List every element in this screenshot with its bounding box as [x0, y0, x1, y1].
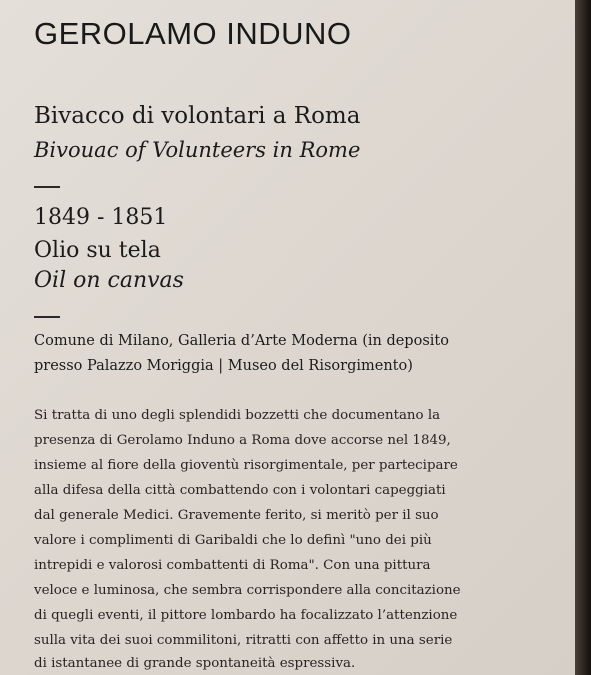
title-italian: Bivacco di volontari a Roma [34, 103, 361, 129]
description-line: sulla vita dei suoi commilitoni, ritratti con affetto in una serie [34, 633, 453, 648]
medium-english: Oil on canvas [34, 268, 184, 293]
description-line: valore i complimenti di Garibaldi che lo definì "uno dei più [34, 533, 432, 548]
description-line: dal generale Medici. Gravemente ferito, si meritò per il suo [34, 508, 439, 523]
medium-italian: Olio su tela [34, 238, 161, 263]
artist-name: GEROLAMO INDUNO [34, 16, 352, 51]
description-line: di quegli eventi, il pittore lombardo ha focalizzato l’attenzione [34, 608, 458, 623]
description-line: insieme al fiore della gioventù risorgimentale, per partecipare [34, 458, 458, 473]
ownership-line: Comune di Milano, Galleria d’Arte Moderna (in deposito [34, 333, 449, 349]
separator-dash [34, 316, 60, 318]
description-line: intrepidi e valorosi combattenti di Roma". Con una pittura [34, 558, 431, 573]
title-english: Bivouac of Volunteers in Rome [34, 138, 361, 162]
description-line: presenza di Gerolamo Induno a Roma dove accorse nel 1849, [34, 433, 451, 448]
description-line: di istantanee di grande spontaneità espressiva. [34, 656, 356, 671]
description-line: alla difesa della città combattendo con i volontari capeggiati [34, 483, 446, 498]
wall-edge [575, 0, 591, 675]
ownership-line: presso Palazzo Moriggia | Museo del Risorgimento) [34, 358, 413, 374]
description-line: Si tratta di uno degli splendidi bozzetti che documentano la [34, 408, 441, 423]
date: 1849 - 1851 [34, 205, 168, 230]
separator-dash [34, 186, 60, 188]
description-line: veloce e luminosa, che sembra corrispondere alla concitazione [34, 583, 461, 598]
